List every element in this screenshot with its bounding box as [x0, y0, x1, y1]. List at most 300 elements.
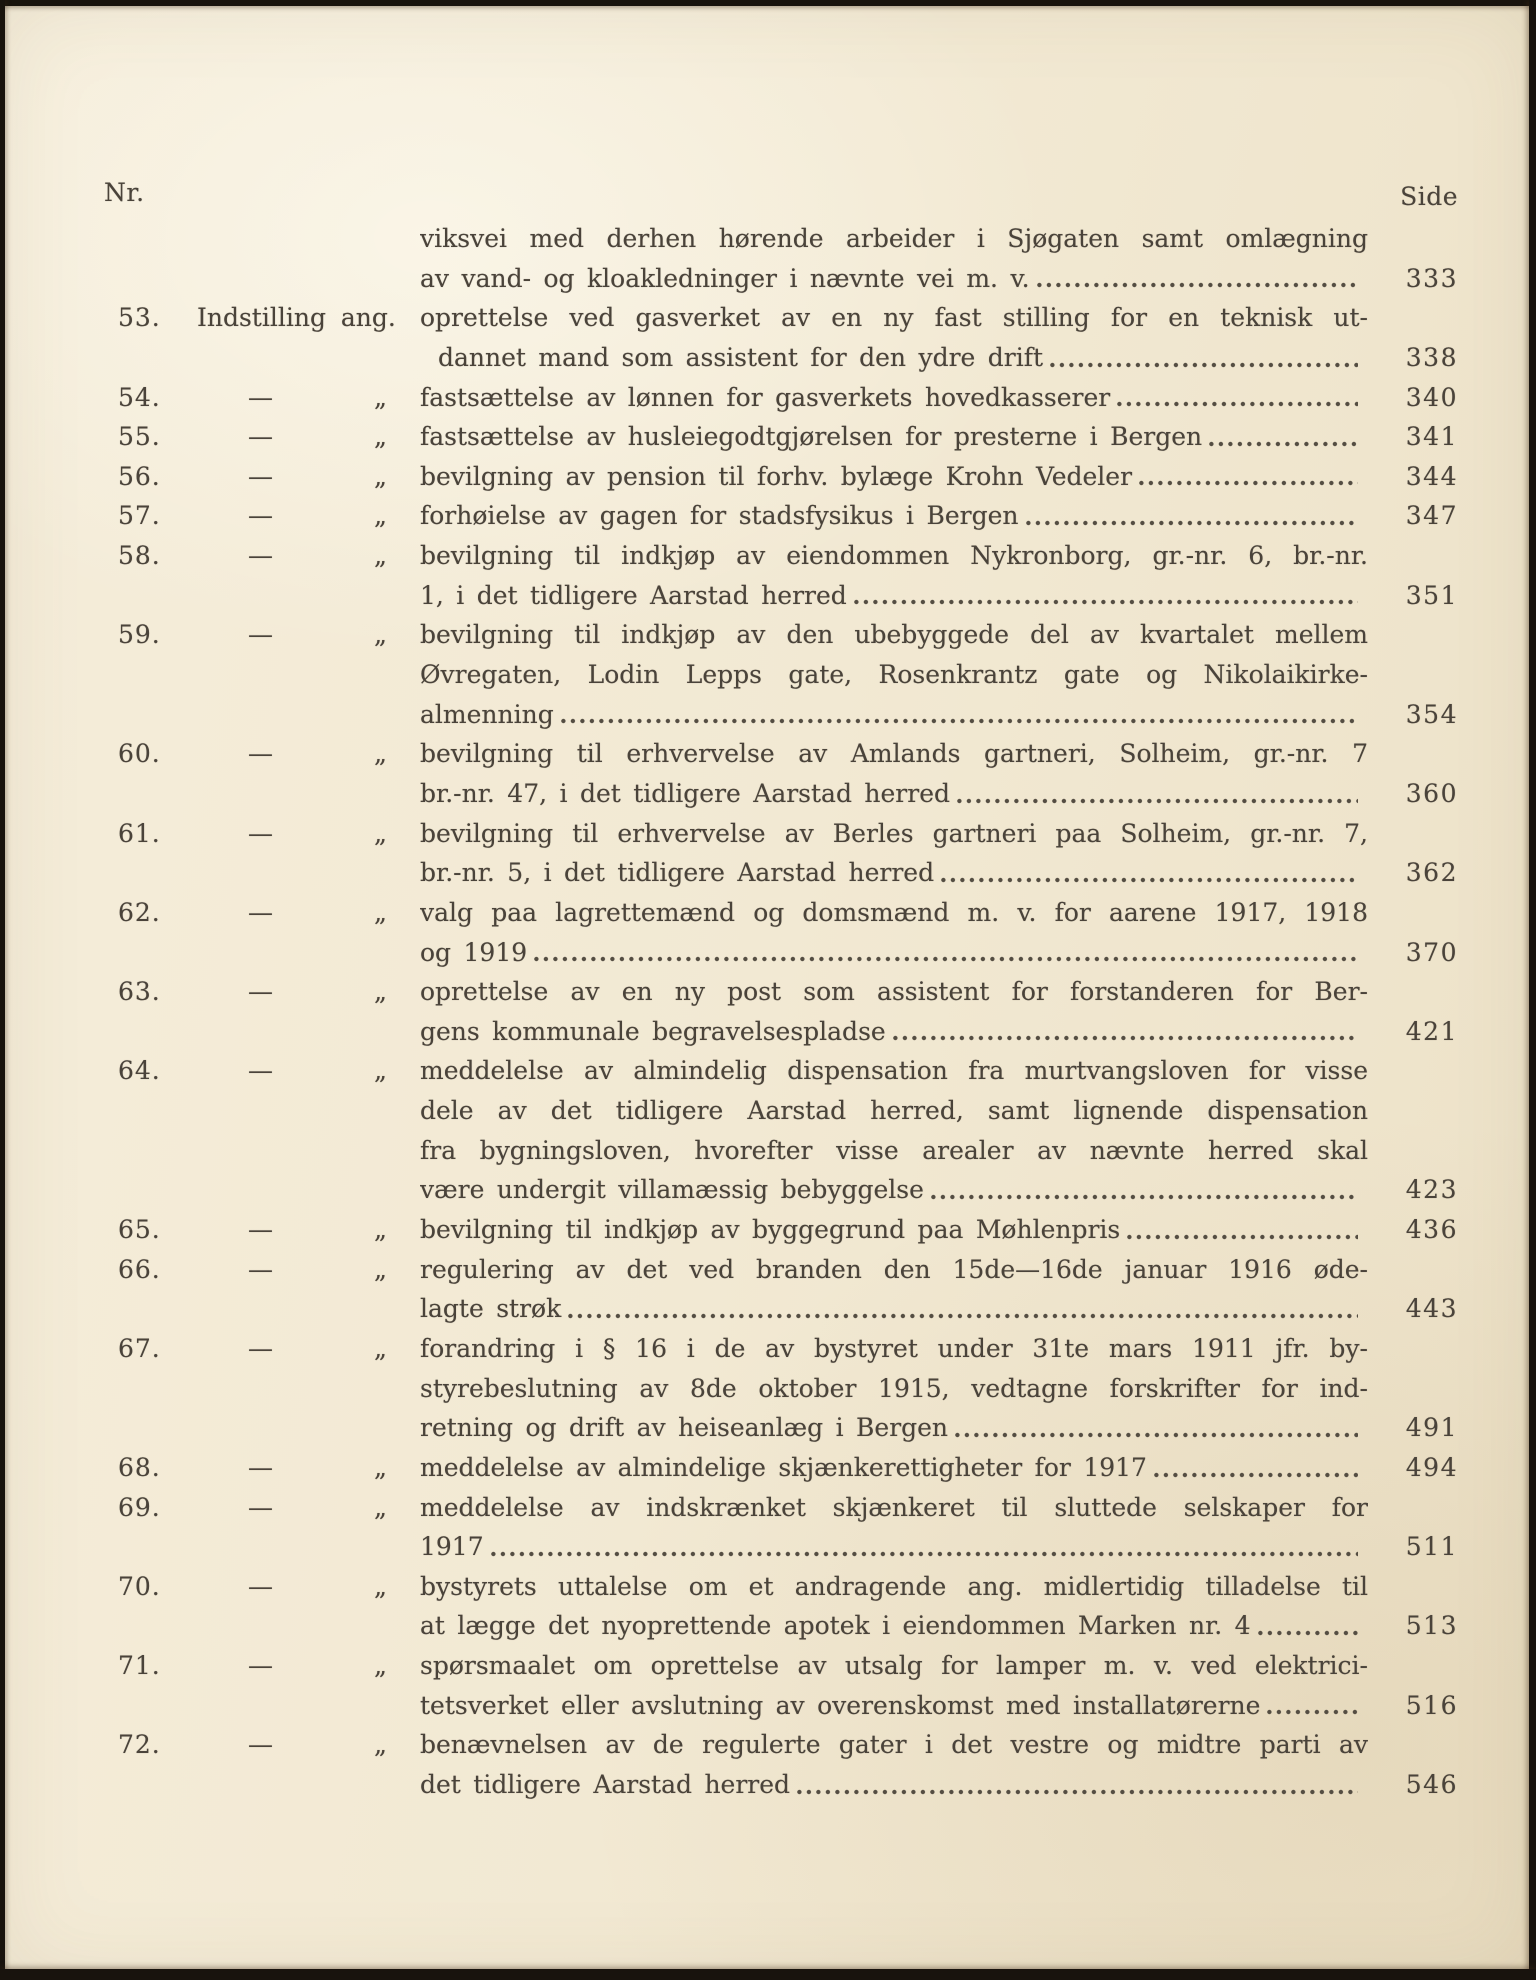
entry-text	[420, 1131, 1368, 1171]
toc-row	[0, 933, 1536, 973]
entry-number	[0, 1170, 180, 1210]
entry-text	[420, 378, 1368, 418]
ditto-quote-mark: „	[374, 1730, 387, 1760]
ditto-dash-mark: —	[248, 977, 273, 1007]
entry-mid	[180, 1448, 420, 1488]
toc-row	[0, 853, 1536, 893]
entry-page-number	[1368, 655, 1536, 695]
entry-number: 56.	[118, 461, 161, 491]
entry-number: 67.	[118, 1333, 161, 1363]
entry-text-content: fastsættelse av lønnen for gasverkets hovedkasserer	[420, 382, 1111, 412]
toc-row	[0, 774, 1536, 814]
entry-text	[420, 1329, 1368, 1369]
ditto-quote-mark: „	[374, 818, 387, 848]
column-header-side: Side	[1400, 182, 1458, 211]
entry-text	[420, 1567, 1368, 1607]
entry-text-content: br.-nr. 5, i det tidligere Aarstad herred	[420, 858, 935, 888]
ditto-dash-mark: —	[248, 620, 273, 650]
entry-mid	[180, 259, 420, 299]
entry-text	[420, 893, 1368, 933]
entry-page-number	[1368, 1329, 1536, 1369]
ditto-quote-mark: „	[374, 1333, 387, 1363]
entry-number: 72.	[118, 1730, 161, 1760]
entry-text-content: oprettelse ved gasverket av en ny fast stilling for en teknisk ut-	[420, 303, 1368, 333]
entry-text-content: benævnelsen av de regulerte gater i det vestre og midtre parti av	[420, 1730, 1368, 1760]
toc-list	[0, 219, 1536, 1805]
ditto-dash-mark: —	[248, 1651, 273, 1681]
entry-page-number	[1368, 1646, 1536, 1686]
entry-text-content: fra bygningsloven, hvorefter visse arealer av nævnte herred skal	[420, 1135, 1368, 1165]
entry-page-number	[1368, 972, 1536, 1012]
entry-text-content: styrebeslutning av 8de oktober 1915, vedtagne forskrifter for ind-	[420, 1373, 1368, 1403]
ditto-dash-mark: —	[248, 501, 273, 531]
entry-text-content: 1, i det tidligere Aarstad herred	[420, 580, 847, 610]
entry-page-number: 354	[1405, 699, 1458, 729]
ditto-dash-mark: —	[248, 739, 273, 769]
entry-page-number: 351	[1405, 580, 1458, 610]
dotted-leader	[491, 1548, 1358, 1560]
entry-text	[420, 417, 1368, 457]
toc-row	[0, 972, 1536, 1012]
entry-text-content: dele av det tidligere Aarstad herred, samt lignende dispensation	[420, 1096, 1368, 1126]
entry-mid	[180, 814, 420, 854]
entry-text-content: dannet mand som assistent for den ydre drift	[438, 342, 1044, 372]
entry-number: 63.	[118, 977, 161, 1007]
entry-page-number: 347	[1405, 501, 1458, 531]
entry-text-content: meddelelse av almindelige skjænkerettigheter for 1917	[420, 1452, 1147, 1482]
entry-mid	[180, 1329, 420, 1369]
entry-number	[0, 1408, 180, 1448]
entry-page-number	[1368, 298, 1536, 338]
dotted-leader	[568, 1310, 1358, 1322]
entry-page-number	[1368, 1091, 1536, 1131]
toc-row	[0, 1686, 1536, 1726]
entry-number	[0, 655, 180, 695]
ditto-dash-mark: —	[248, 1452, 273, 1482]
ditto-quote-mark: „	[374, 382, 387, 412]
entry-text-content: viksvei med derhen hørende arbeider i Sjøgaten samt omlægning	[420, 224, 1368, 253]
entry-mid	[180, 1250, 420, 1290]
toc-row	[0, 1329, 1536, 1369]
ditto-quote-mark: „	[374, 620, 387, 650]
entry-page-number	[1368, 1567, 1536, 1607]
entry-text-content: det tidligere Aarstad herred	[420, 1769, 791, 1799]
entry-number	[0, 1012, 180, 1052]
entry-page-number	[1368, 814, 1536, 854]
toc-row	[0, 695, 1536, 735]
entry-mid	[180, 893, 420, 933]
toc-row	[0, 576, 1536, 616]
dotted-leader	[1050, 359, 1358, 371]
entry-page-number	[1368, 734, 1536, 774]
entry-mid	[180, 1091, 420, 1131]
entry-text	[420, 1527, 1368, 1567]
ditto-dash-mark: —	[248, 1571, 273, 1601]
entry-text-content: forandring i § 16 i de av bystyret under 31te mars 1911 jfr. by-	[420, 1333, 1368, 1363]
entry-number	[0, 774, 180, 814]
entry-mid	[180, 1725, 420, 1765]
toc-row	[0, 1606, 1536, 1646]
entry-page-number	[1368, 1051, 1536, 1091]
entry-number	[0, 1606, 180, 1646]
toc-row	[0, 536, 1536, 576]
entry-page-number: 362	[1405, 858, 1458, 888]
ditto-quote-mark: „	[374, 1452, 387, 1482]
entry-mid	[180, 496, 420, 536]
entry-text-content: almenning	[420, 699, 554, 729]
entry-page-number	[1368, 1131, 1536, 1171]
entry-text-content: bevilgning til erhvervelse av Berles gartneri paa Solheim, gr.-nr. 7,	[420, 818, 1368, 848]
entry-number: 59.	[118, 620, 161, 650]
toc-row	[0, 1250, 1536, 1290]
entry-text-content: spørsmaalet om oprettelse av utsalg for lamper m. v. ved elektrici-	[420, 1651, 1368, 1681]
entry-text	[420, 1210, 1368, 1250]
entry-mid	[180, 576, 420, 616]
entry-mid	[180, 615, 420, 655]
entry-text-content: at lægge det nyoprettende apotek i eiendommen Marken nr. 4	[420, 1611, 1251, 1641]
entry-number: 69.	[118, 1492, 161, 1522]
entry-number	[0, 219, 180, 259]
entry-page-number: 360	[1405, 778, 1458, 808]
entry-number: 68.	[118, 1452, 161, 1482]
toc-row	[0, 298, 1536, 338]
toc-row	[0, 655, 1536, 695]
entry-text	[420, 1289, 1368, 1329]
entry-text-content: bevilgning til indkjøp av den ubebyggede del av kvartalet mellem	[420, 620, 1368, 650]
entry-page-number: 436	[1405, 1215, 1458, 1245]
entry-text	[420, 1369, 1368, 1409]
dotted-leader	[1026, 517, 1359, 529]
entry-number: 55.	[118, 422, 161, 452]
entry-page-number: 421	[1405, 1016, 1458, 1046]
entry-mid	[180, 378, 420, 418]
entry-text-content: valg paa lagrettemænd og domsmænd m. v. for aarene 1917, 1918	[420, 897, 1368, 927]
entry-mid	[180, 1527, 420, 1567]
entry-page-number: 511	[1405, 1532, 1458, 1562]
toc-row	[0, 417, 1536, 457]
toc-row	[0, 1488, 1536, 1528]
entry-text	[420, 576, 1368, 616]
entry-text-content: og 1919	[420, 937, 528, 967]
ditto-quote-mark: „	[374, 1056, 387, 1086]
toc-row	[0, 496, 1536, 536]
toc-row	[0, 734, 1536, 774]
dotted-leader	[893, 1032, 1358, 1044]
ditto-dash-mark: —	[248, 461, 273, 491]
entry-number	[0, 1765, 180, 1805]
entry-page-number	[1368, 1488, 1536, 1528]
ditto-quote-mark: „	[374, 977, 387, 1007]
entry-number	[0, 259, 180, 299]
dotted-leader	[957, 795, 1358, 807]
dotted-leader	[1209, 438, 1358, 450]
toc-row	[0, 1210, 1536, 1250]
ditto-quote-mark: „	[374, 422, 387, 452]
ditto-dash-mark: —	[248, 1730, 273, 1760]
toc-row	[0, 378, 1536, 418]
toc-row	[0, 1408, 1536, 1448]
entry-mid	[180, 1210, 420, 1250]
ditto-dash-mark: —	[248, 541, 273, 571]
entry-mid	[180, 536, 420, 576]
entry-text-content: br.-nr. 47, i det tidligere Aarstad herred	[420, 778, 951, 808]
dotted-leader	[1154, 1469, 1358, 1481]
entry-number	[0, 576, 180, 616]
toc-row	[0, 893, 1536, 933]
entry-mid	[180, 734, 420, 774]
entry-text	[420, 1012, 1368, 1052]
entry-number: 66.	[118, 1254, 161, 1284]
entry-page-number: 494	[1405, 1452, 1458, 1482]
ditto-quote-mark: „	[374, 739, 387, 769]
entry-text-content: være undergit villamæssig bebyggelse	[420, 1175, 924, 1205]
entry-text-content: tetsverket eller avslutning av overenskomst med installatørerne	[420, 1690, 1261, 1720]
entry-number: 65.	[118, 1215, 161, 1245]
entry-mid	[180, 1170, 420, 1210]
ditto-dash-mark: —	[248, 422, 273, 452]
entry-mid	[180, 1765, 420, 1805]
entry-mid	[180, 1051, 420, 1091]
dotted-leader	[1127, 1231, 1358, 1243]
entry-number	[0, 695, 180, 735]
toc-row	[0, 338, 1536, 378]
entry-page-number	[1368, 219, 1536, 259]
entry-page-number: 341	[1405, 422, 1458, 452]
entry-number: 62.	[118, 897, 161, 927]
column-header-nr: Nr.	[104, 178, 145, 207]
entry-text-content: oprettelse av en ny post som assistent for forstanderen for Ber-	[420, 977, 1368, 1007]
entry-text-content: meddelelse av indskrænket skjænkeret til sluttede selskaper for	[420, 1492, 1368, 1522]
entry-mid	[180, 338, 420, 378]
entry-text	[420, 1725, 1368, 1765]
entry-text-content: bystyrets uttalelse om et andragende ang. midlertidig tilladelse til	[420, 1571, 1368, 1601]
entry-text	[420, 1170, 1368, 1210]
entry-text	[420, 536, 1368, 576]
entry-text	[420, 814, 1368, 854]
entry-number: 58.	[118, 541, 161, 571]
entry-mid	[180, 853, 420, 893]
entry-page-number: 370	[1405, 937, 1458, 967]
entry-text	[420, 1646, 1368, 1686]
entry-page-number: 338	[1405, 342, 1458, 372]
entry-text	[420, 1250, 1368, 1290]
entry-mid	[180, 1488, 420, 1528]
entry-page-number	[1368, 1725, 1536, 1765]
scan-edge-bottom	[0, 1969, 1536, 1980]
entry-number: 70.	[118, 1571, 161, 1601]
scan-edge-top	[0, 0, 1536, 6]
entry-mid	[180, 1131, 420, 1171]
ditto-dash-mark: —	[248, 1333, 273, 1363]
entry-page-number: 333	[1405, 263, 1458, 293]
entry-text	[420, 774, 1368, 814]
entry-mid	[180, 1567, 420, 1607]
entry-mid	[180, 695, 420, 735]
ditto-quote-mark: „	[374, 1651, 387, 1681]
toc-row	[0, 1567, 1536, 1607]
dotted-leader	[955, 1429, 1358, 1441]
ditto-dash-mark: —	[248, 897, 273, 927]
entry-page-number	[1368, 893, 1536, 933]
entry-text	[420, 734, 1368, 774]
entry-text-content: gens kommunale begravelsespladse	[420, 1016, 886, 1046]
dotted-leader	[1258, 1627, 1358, 1639]
toc-row	[0, 1765, 1536, 1805]
toc-row	[0, 219, 1536, 259]
dotted-leader	[1037, 279, 1358, 291]
entry-number	[0, 1091, 180, 1131]
ditto-dash-mark: —	[248, 1254, 273, 1284]
entry-text	[420, 1765, 1368, 1805]
toc-row	[0, 1527, 1536, 1567]
entry-mid	[180, 655, 420, 695]
entry-mid	[180, 1646, 420, 1686]
entry-text	[420, 655, 1368, 695]
entry-mid	[180, 219, 420, 259]
dotted-leader	[1267, 1706, 1358, 1718]
entry-text	[420, 933, 1368, 973]
entry-page-number: 513	[1405, 1611, 1458, 1641]
entry-text	[420, 457, 1368, 497]
entry-mid	[180, 1369, 420, 1409]
toc-row	[0, 1725, 1536, 1765]
toc-row	[0, 814, 1536, 854]
dotted-leader	[561, 715, 1358, 727]
entry-text	[420, 853, 1368, 893]
entry-text-content: meddelelse av almindelig dispensation fra murtvangsloven for visse	[420, 1056, 1368, 1086]
entry-number	[0, 1686, 180, 1726]
toc-row	[0, 1448, 1536, 1488]
entry-text-content: 1917	[420, 1532, 484, 1562]
entry-number: 57.	[118, 501, 161, 531]
entry-page-number	[1368, 536, 1536, 576]
entry-number	[0, 1527, 180, 1567]
toc-row	[0, 1369, 1536, 1409]
entry-number	[0, 853, 180, 893]
entry-text	[420, 219, 1368, 259]
entry-text-content: retning og drift av heiseanlæg i Bergen	[420, 1413, 949, 1443]
entry-text	[420, 1686, 1368, 1726]
entry-text-content: bevilgning til erhvervelse av Amlands gartneri, Solheim, gr.-nr. 7	[420, 739, 1368, 769]
entry-number: 71.	[118, 1651, 161, 1681]
entry-page-number	[1368, 615, 1536, 655]
dotted-leader	[1117, 398, 1358, 410]
entry-page-number: 546	[1405, 1769, 1458, 1799]
entry-number	[0, 1289, 180, 1329]
toc-row	[0, 1131, 1536, 1171]
ditto-quote-mark: „	[374, 1254, 387, 1284]
entry-number	[0, 338, 180, 378]
scan-edge-right	[1529, 0, 1536, 1980]
toc-row	[0, 1012, 1536, 1052]
entry-number	[0, 1131, 180, 1171]
toc-row	[0, 1051, 1536, 1091]
dotted-leader	[941, 874, 1358, 886]
entry-text-content: bevilgning til indkjøp av byggegrund paa Møhlenpris	[420, 1215, 1121, 1245]
toc-row	[0, 457, 1536, 497]
entry-mid	[180, 1408, 420, 1448]
entry-text	[420, 1051, 1368, 1091]
entry-text-content: forhøielse av gagen for stadsfysikus i Bergen	[420, 501, 1019, 531]
entry-text-content: fastsættelse av husleiegodtgjørelsen for presterne i Bergen	[420, 422, 1203, 452]
ditto-quote-mark: „	[374, 501, 387, 531]
dotted-leader	[534, 953, 1358, 965]
toc-row	[0, 1091, 1536, 1131]
toc-row	[0, 1646, 1536, 1686]
toc-row	[0, 615, 1536, 655]
entry-text	[420, 972, 1368, 1012]
toc-row	[0, 259, 1536, 299]
toc-row	[0, 1289, 1536, 1329]
entry-mid	[180, 972, 420, 1012]
entry-page-number: 516	[1405, 1690, 1458, 1720]
entry-mid	[180, 1606, 420, 1646]
entry-mid	[180, 1686, 420, 1726]
entry-mid	[180, 457, 420, 497]
entry-mid	[180, 417, 420, 457]
entry-text-content: bevilgning av pension til forhv. bylæge Krohn Vedeler	[420, 461, 1133, 491]
scan-edge-left	[0, 0, 5, 1980]
ditto-dash-mark: —	[248, 1056, 273, 1086]
entry-page-number: 491	[1405, 1413, 1458, 1443]
entry-text	[420, 695, 1368, 735]
entry-text	[420, 298, 1368, 338]
ditto-quote-mark: „	[374, 1492, 387, 1522]
toc-row	[0, 1170, 1536, 1210]
entry-number: 60.	[118, 739, 161, 769]
dotted-leader	[797, 1786, 1358, 1798]
entry-mid	[180, 1289, 420, 1329]
entry-number: 53.	[118, 303, 161, 333]
entry-page-number	[1368, 1369, 1536, 1409]
entry-number: 54.	[118, 382, 161, 412]
entry-text	[420, 1606, 1368, 1646]
entry-text-content: av vand- og kloakledninger i nævnte vei m. v.	[420, 263, 1030, 293]
entry-mid	[180, 298, 420, 338]
entry-mid	[180, 774, 420, 814]
ditto-quote-mark: „	[374, 1571, 387, 1601]
entry-text	[420, 1448, 1368, 1488]
entry-number	[0, 933, 180, 973]
entry-number: 61.	[118, 818, 161, 848]
entry-mid	[180, 933, 420, 973]
entry-text	[420, 1091, 1368, 1131]
entry-text-content: lagte strøk	[420, 1294, 562, 1324]
ditto-dash-mark: —	[248, 1215, 273, 1245]
ditto-quote-mark: „	[374, 541, 387, 571]
entry-page-number: 443	[1405, 1294, 1458, 1324]
ditto-dash-mark: —	[248, 382, 273, 412]
entry-category-label: Indstilling ang.	[197, 303, 396, 333]
ditto-dash-mark: —	[248, 818, 273, 848]
entry-page-number: 423	[1405, 1175, 1458, 1205]
entry-number	[0, 1369, 180, 1409]
dotted-leader	[931, 1191, 1358, 1203]
ditto-quote-mark: „	[374, 461, 387, 491]
entry-text	[420, 1408, 1368, 1448]
entry-text	[420, 259, 1368, 299]
entry-text-content: bevilgning til indkjøp av eiendommen Nykronborg, gr.-nr. 6, br.-nr.	[420, 541, 1368, 571]
entry-text	[420, 338, 1368, 378]
dotted-leader	[854, 596, 1358, 608]
dotted-leader	[1139, 477, 1358, 489]
entry-number: 64.	[118, 1056, 161, 1086]
entry-mid	[180, 1012, 420, 1052]
ditto-quote-mark: „	[374, 897, 387, 927]
entry-text	[420, 1488, 1368, 1528]
ditto-dash-mark: —	[248, 1492, 273, 1522]
entry-text-content: Øvregaten, Lodin Lepps gate, Rosenkrantz gate og Nikolaikirke-	[420, 660, 1368, 690]
